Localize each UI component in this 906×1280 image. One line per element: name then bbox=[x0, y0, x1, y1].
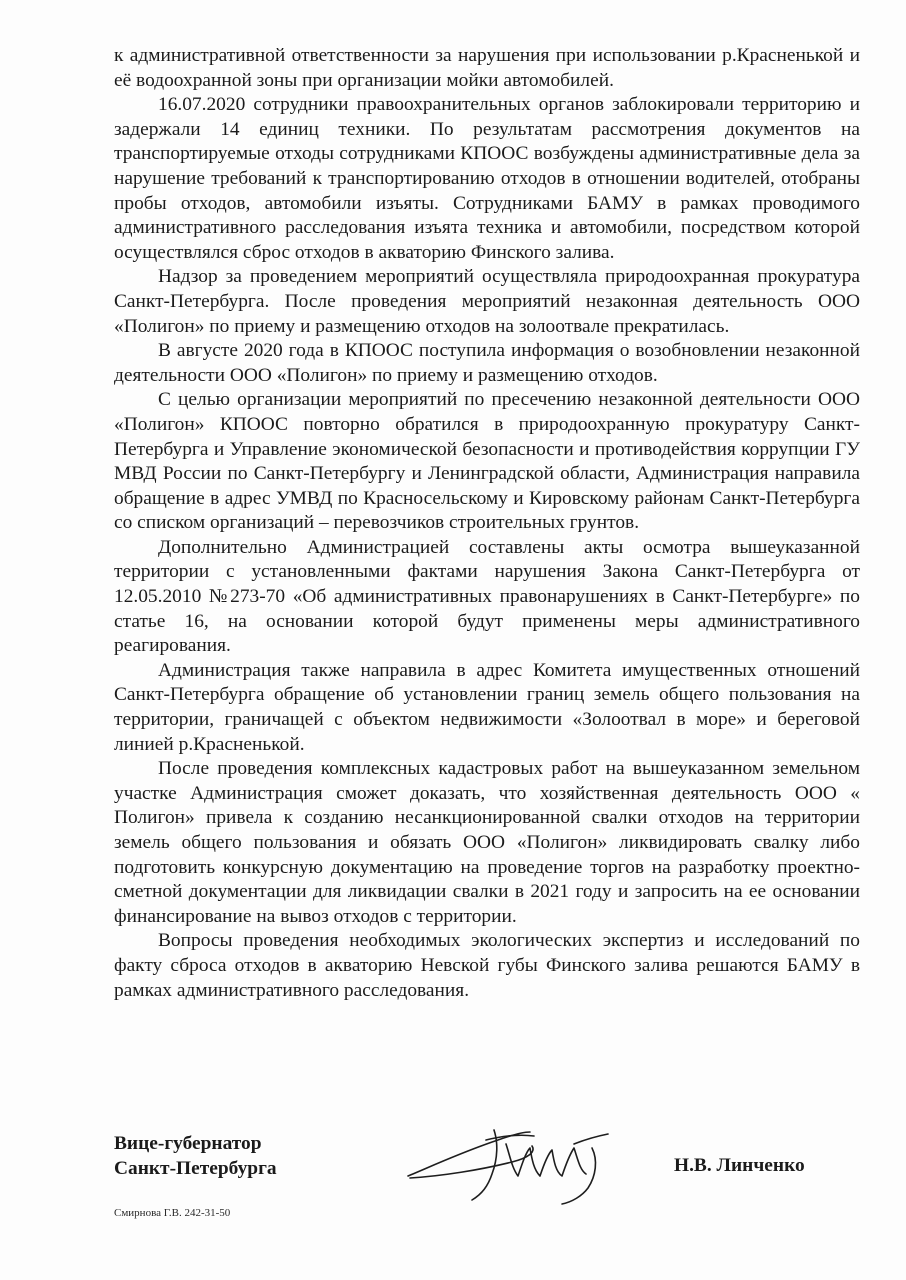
signatory-position-line-2: Санкт-Петербурга bbox=[114, 1158, 277, 1179]
document-body bbox=[114, 44, 860, 1003]
signatory-name: Н.В. Линченко bbox=[674, 1155, 805, 1176]
signatory-position bbox=[114, 1131, 277, 1181]
paragraph-8: После проведения комплексных кадастровых работ на вышеуказанном земельном участке Администрация сможет доказать, что хозяйственная деятельность ООО « Полигон» привела к созданию несанкционированной свалки отходов на территории земель общего пользования и обязать ООО «Полигон» ликвидировать свалку либо подготовить конкурсную документацию на проведение торгов на разработку проектно-сметной документации для ликвидации свалки в 2021 году и запросить на ее основании финансирование на вывоз отходов с территории. bbox=[114, 758, 860, 927]
executor-contact: Смирнова Г.В. 242-31-50 bbox=[114, 1207, 231, 1219]
paragraph-1: к административной ответственности за нарушения при использовании р.Красненькой и её водоохранной зоны при организации мойки автомобилей. bbox=[114, 45, 860, 91]
paragraph-3: Надзор за проведением мероприятий осуществляла природоохранная прокуратура Санкт-Петербурга. После проведения мероприятий незаконная деятельность ООО «Полигон» по приему и размещению отходов на золоотвале прекратилась. bbox=[114, 266, 860, 337]
paragraph-6: Дополнительно Администрацией составлены акты осмотра вышеуказанной территории с установленными фактами нарушения Закона Санкт-Петербурга от 12.05.2010 №273-70 «Об административных правонарушениях в Санкт-Петербурге» по статье 16, на основании которой будут применены меры административного реагирования. bbox=[114, 536, 860, 657]
paragraph-2: 16.07.2020 сотрудники правоохранительных органов заблокировали территорию и задержали 14 единиц техники. По результатам рассмотрения документов на транспортируемые отходы сотрудниками КПООС возбуждены административные дела за нарушение требований к транспортированию отходов в отношении водителей, отобраны пробы отходов, автомобили изъяты. Сотрудниками БАМУ в рамках проводимого административного расследования изъята техника и автомобили, посредством которой осуществлялся сброс отходов в акваторию Финского залива. bbox=[114, 94, 860, 263]
paragraph-9: Вопросы проведения необходимых экологических экспертиз и исследований по факту сброса отходов в акваторию Невской губы Финского залива решаются БАМУ в рамках административного расследования. bbox=[114, 930, 860, 1001]
handwritten-signature bbox=[402, 1118, 614, 1210]
paragraph-5: С целью организации мероприятий по пресечению незаконной деятельности ООО «Полигон» КПООС повторно обратился в природоохранную прокуратуру Санкт-Петербурга и Управление экономической безопасности и противодействия коррупции ГУ МВД России по Санкт-Петербургу и Ленинградской области, Администрация направила обращение в адрес УМВД по Красносельскому и Кировскому районам Санкт-Петербурга со списком организаций – перевозчиков строительных грунтов. bbox=[114, 389, 860, 534]
signatory-position-line-1: Вице-губернатор bbox=[114, 1133, 262, 1154]
paragraph-4: В августе 2020 года в КПООС поступила информация о возобновлении незаконной деятельности ООО «Полигон» по приему и размещению отходов. bbox=[114, 340, 860, 386]
paragraph-7: Администрация также направила в адрес Комитета имущественных отношений Санкт-Петербурга обращение об установлении границ земель общего пользования на территории, граничащей с объектом недвижимости «Золоотвал в море» и береговой линией р.Красненькой. bbox=[114, 659, 860, 755]
